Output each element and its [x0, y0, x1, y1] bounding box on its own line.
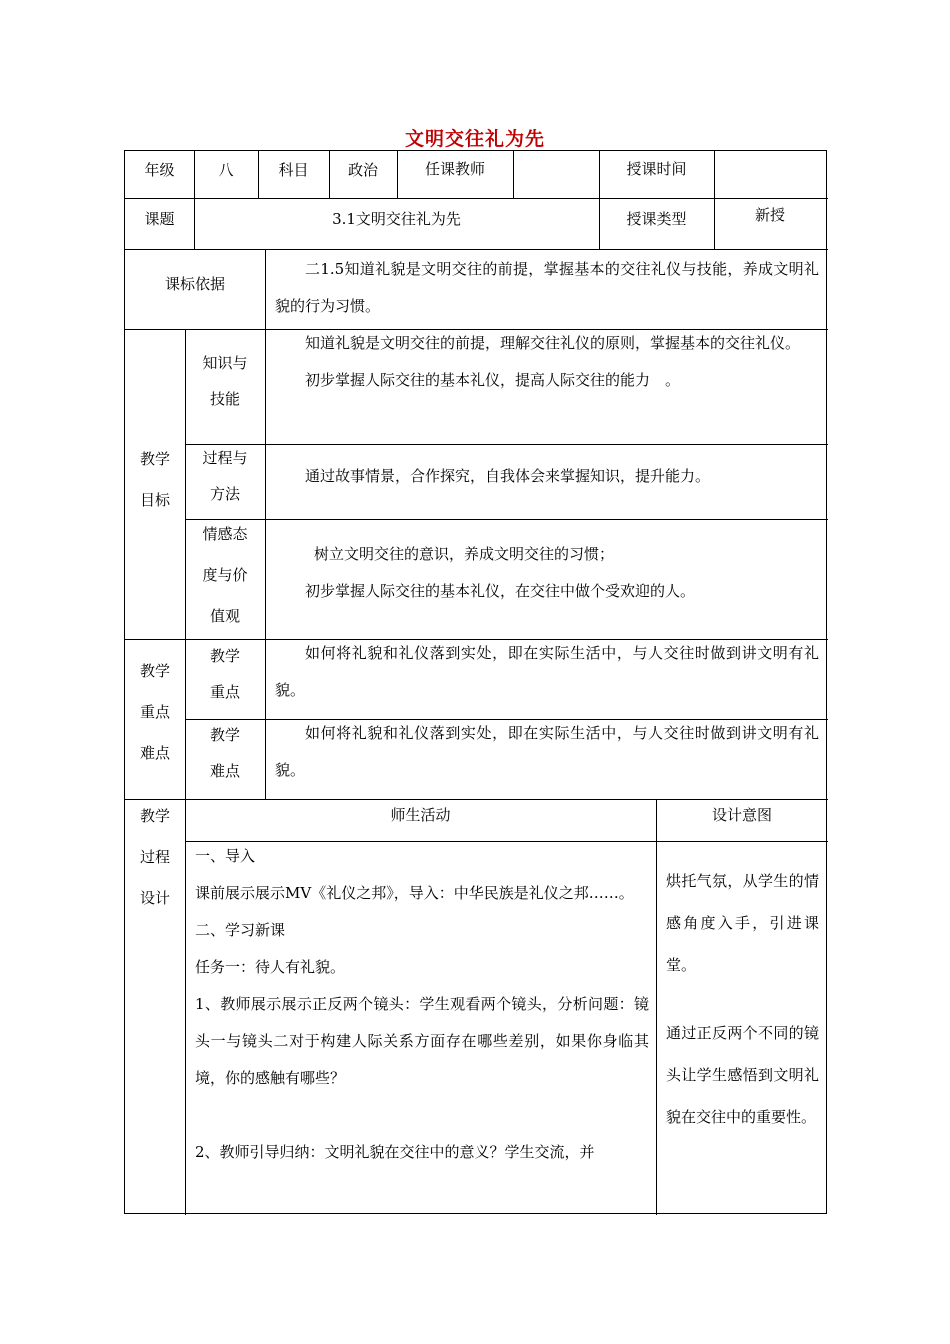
knowledge-text-2: 初步掌握人际交往的基本礼仪，提高人际交往的能力 。: [305, 371, 681, 389]
goals-label: [125, 439, 185, 521]
basis-text: 二1.5知道礼貌是文明交往的前提，掌握基本的交往礼仪与技能，养成文明礼貌的行为习惯。: [275, 260, 819, 315]
intent-text: 烘托气氛，从学生的情感角度入手，引进课堂。: [666, 872, 819, 974]
process-method-label-line: 过程与: [202, 449, 248, 467]
subject-label: 科目: [278, 161, 309, 179]
knowledge-label-line: 知识与: [202, 354, 248, 372]
intent-1: [666, 860, 819, 986]
goals-label-line: 目标: [139, 491, 170, 509]
type-label: 授课类型: [626, 210, 687, 228]
emotion-label-line: 情感态: [202, 525, 248, 543]
emotion-label-line: 度与价: [202, 566, 248, 584]
knowledge-label-line: 技能: [209, 390, 240, 408]
activity-line: 课前展示展示MV《礼仪之邦》，导入：中华民族是礼仪之邦……。: [195, 884, 634, 902]
knowledge-text-block: [275, 325, 819, 399]
focus-difficulty-label: [125, 651, 185, 774]
key-point-text-block: [275, 635, 819, 709]
lesson-plan-table: [124, 150, 827, 1214]
time-label: 授课时间: [626, 160, 687, 178]
process-method-text-block: [275, 458, 819, 495]
activity-line: 任务一：待人有礼貌。: [195, 958, 346, 976]
teacher-label: 任课教师: [424, 160, 485, 178]
activity-line: 二、学习新课: [195, 921, 286, 939]
emotion-label: [185, 514, 265, 637]
process-design-label-line: 教学: [139, 807, 170, 825]
emotion-label-line: 值观: [209, 607, 240, 625]
emotion-text-block: [275, 536, 819, 610]
key-point-label-line: 重点: [209, 683, 240, 701]
grade-label: 年级: [144, 161, 175, 179]
goals-label-line: 教学: [139, 450, 170, 468]
difficulty-label-line: 教学: [209, 726, 240, 744]
process-design-label-line: 过程: [139, 848, 170, 866]
activity-line: 一、导入: [195, 847, 256, 865]
difficulty-text-block: [275, 715, 819, 789]
process-method-text: 通过故事情景，合作探究，自我体会来掌握知识，提升能力。: [305, 467, 711, 485]
key-point-label: [185, 638, 265, 710]
basis-label: 课标依据: [164, 275, 225, 293]
difficulty-label-line: 难点: [209, 762, 240, 780]
difficulty-label: [185, 717, 265, 789]
activity-line: 1、教师展示展示正反两个镜头：学生观看两个镜头，分析问题：镜头一与镜头二对于构建人际关系方面存在哪些差别，如果你身临其境，你的感触有哪些？: [195, 995, 649, 1087]
topic-value: 3.1文明交往礼为先: [332, 210, 461, 228]
emotion-text-2: 初步掌握人际交往的基本礼仪，在交往中做个受欢迎的人。: [305, 582, 696, 600]
process-design-label-line: 设计: [139, 889, 170, 907]
basis-text-block: [275, 251, 819, 325]
activity-line: 2、教师引导归纳：文明礼貌在交往中的意义？学生交流，并: [195, 1143, 595, 1161]
process-design-label: [125, 796, 185, 919]
topic-label: 课题: [144, 210, 175, 228]
focus-label-line: 难点: [139, 744, 170, 762]
intent-header: 设计意图: [711, 806, 772, 824]
page-title: 文明交往礼为先: [404, 128, 545, 150]
key-point-text: 如何将礼貌和礼仪落到实处，即在实际生活中，与人交往时做到讲文明有礼貌。: [275, 644, 819, 699]
focus-label-line: 教学: [139, 662, 170, 680]
grade-value: 八: [218, 161, 234, 179]
subject-value: 政治: [347, 161, 378, 179]
process-method-label: [185, 440, 265, 512]
activity-text-block: [195, 838, 649, 1171]
key-point-label-line: 教学: [209, 647, 240, 665]
intent-2: [666, 1012, 819, 1138]
knowledge-text-1: 知道礼貌是文明交往的前提，理解交往礼仪的原则，掌握基本的交往礼仪。: [305, 334, 801, 352]
difficulty-text: 如何将礼貌和礼仪落到实处，即在实际生活中，与人交往时做到讲文明有礼貌。: [275, 724, 819, 779]
focus-label-line: 重点: [139, 703, 170, 721]
activity-header: 师生活动: [390, 806, 451, 824]
emotion-text-1: 树立文明交往的意识，养成文明交往的习惯；: [314, 545, 615, 563]
intent-text: 通过正反两个不同的镜头让学生感悟到文明礼貌在交往中的重要性。: [666, 1024, 819, 1126]
type-value: 新授: [755, 206, 786, 224]
process-method-label-line: 方法: [209, 485, 240, 503]
knowledge-label: [185, 345, 265, 417]
